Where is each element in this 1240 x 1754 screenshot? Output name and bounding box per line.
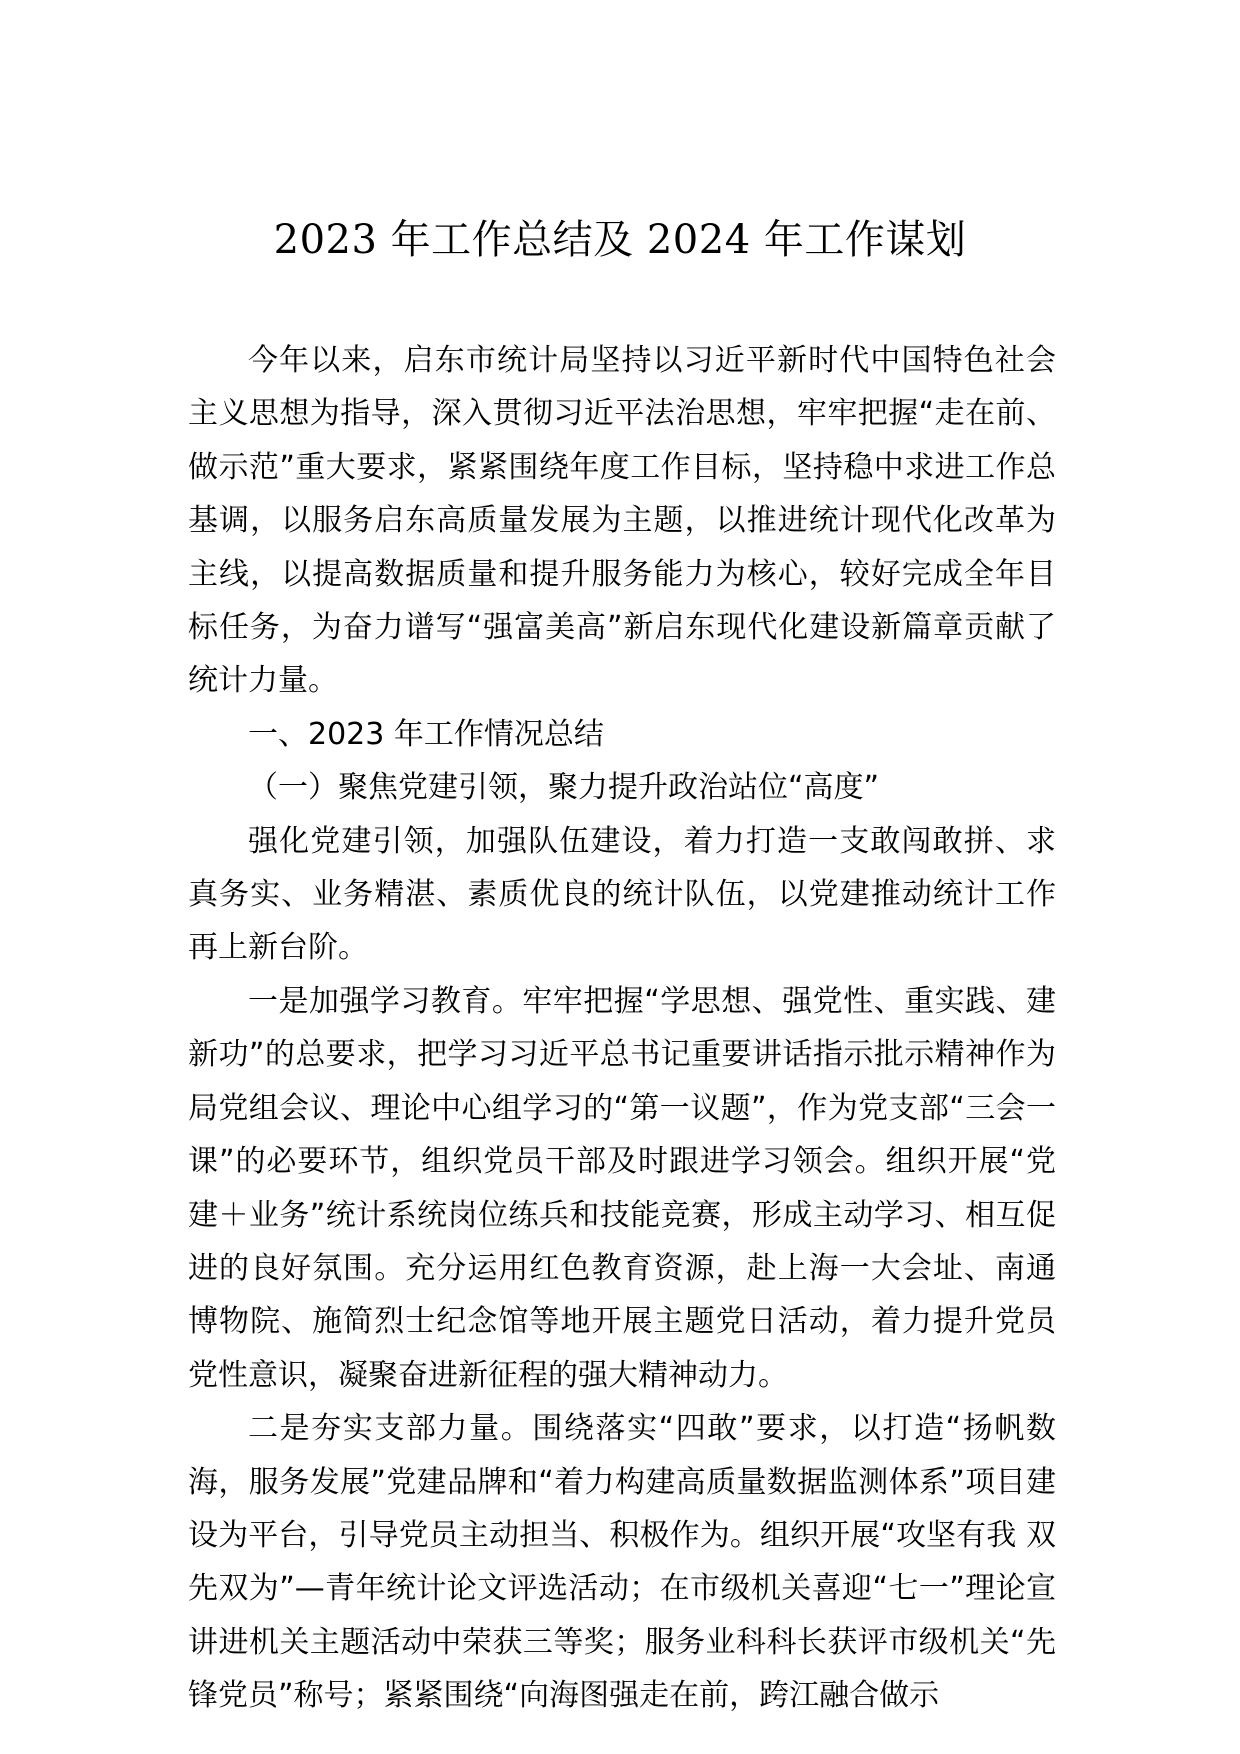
document-title: 2023 年工作总结及 2024 年工作谋划 [273,217,967,263]
section-heading: 一、2023 年工作情况总结 [248,716,604,752]
intro-paragraph: 今年以来，启东市统计局坚持以习近平新时代中国特色社会主义思想为指导，深入贯彻习近平法治思想，牢牢把握“走在前、做示范”重大要求，紧紧围绕年度工作目标，坚持稳中求进工作总基调，以服务启东高质量发展为主题，以推进统计现代化改革为主线，以提高数据质量和提升服务能力为核心，较好完成全年目标任务，为奋力谱写“强富美高”新启东现代化建设新篇章贡献了统计力量。 [188,343,1056,699]
document-body [188,334,1056,1723]
point-paragraph-study: 一是加强学习教育。牢牢把握“学思想、强党性、重实践、建新功”的总要求，把学习习近平总书记重要讲话指示批示精神作为局党组会议、理论中心组学习的“第一议题”，作为党支部“三会一课”的必要环节，组织党员干部及时跟进学习领会。组织开展“党建＋业务”统计系统岗位练兵和技能竞赛，形成主动学习、相互促进的良好氛围。充分运用红色教育资源，赴上海一大会址、南通博物院、施简烈士纪念馆等地开展主题党日活动，着力提升党员党性意识，凝聚奋进新征程的强大精神动力。 [188,983,1056,1393]
subsection-paragraph: 强化党建引领，加强队伍建设，着力打造一支敢闯敢拼、求真务实、业务精湛、素质优良的统计队伍，以党建推动统计工作再上新台阶。 [188,823,1056,966]
subsection-heading: （一）聚焦党建引领，聚力提升政治站位“高度” [248,770,880,806]
point-paragraph-branch: 二是夯实支部力量。围绕落实“四敢”要求，以打造“扬帆数海，服务发展”党建品牌和“着力构建高质量数据监测体系”项目建设为平台，引导党员主动担当、积极作为。组织开展“攻坚有我 双先双为”—青年统计论文评选活动；在市级机关喜迎“七一”理论宣讲进机关主题活动中荣获三等奖；服务业科科长获评市级机关“先锋党员”称号；紧紧围绕“向海图强走在前，跨江融合做示 [188,1411,1056,1714]
